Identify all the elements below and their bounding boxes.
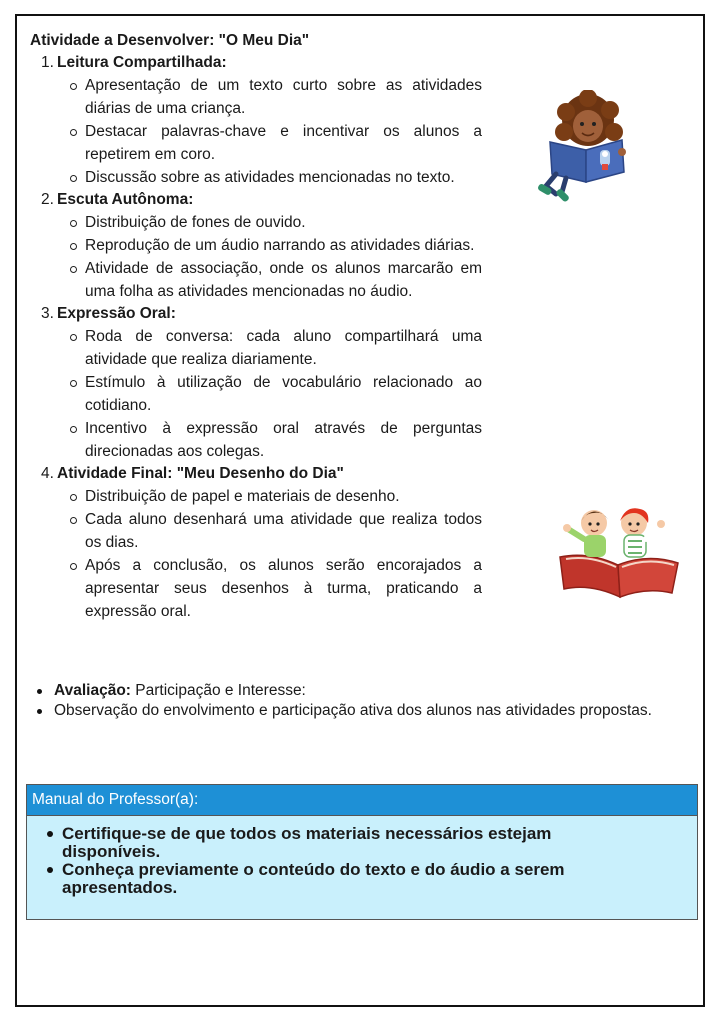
manual-list-item: Conheça previamente o conteúdo do texto e do áudio a serem apresentados. bbox=[27, 861, 622, 897]
teacher-manual-list bbox=[27, 816, 697, 897]
list-item: Cada aluno desenhará uma atividade que realiza todos os dias. bbox=[30, 508, 482, 554]
section-leitura bbox=[30, 52, 482, 189]
list-item: Apresentação de um texto curto sobre as atividades diárias de uma criança. bbox=[30, 74, 482, 120]
list-item: Roda de conversa: cada aluno compartilhará uma atividade que realiza diariamente. bbox=[30, 325, 482, 371]
teacher-manual-header: Manual do Professor(a): bbox=[27, 785, 697, 816]
section-escuta bbox=[30, 189, 482, 303]
girl-reading-icon bbox=[536, 90, 632, 205]
section-label: Escuta Autônoma: bbox=[57, 191, 194, 208]
teacher-manual-box bbox=[26, 784, 698, 920]
section-label: Expressão Oral: bbox=[57, 305, 176, 322]
section-number: 3. bbox=[41, 305, 54, 322]
section-label: Leitura Compartilhada: bbox=[57, 54, 227, 71]
list-item: Distribuição de papel e materiais de desenho. bbox=[30, 485, 482, 508]
kids-on-book-icon bbox=[556, 505, 682, 600]
section-heading bbox=[30, 189, 482, 211]
list-item: Destacar palavras-chave e incentivar os alunos a repetirem em coro. bbox=[30, 120, 482, 166]
evaluation-observation: Observação do envolvimento e participação ativa dos alunos nas atividades propostas. bbox=[28, 701, 688, 721]
evaluation-label: Avaliação: bbox=[54, 682, 131, 699]
manual-list-item: Certifique-se de que todos os materiais necessários estejam disponíveis. bbox=[27, 825, 622, 861]
activity-title: Atividade a Desenvolver: "O Meu Dia" bbox=[30, 32, 310, 49]
list-item: Discussão sobre as atividades mencionadas no texto. bbox=[30, 166, 482, 189]
list-item: Reprodução de um áudio narrando as atividades diárias. bbox=[30, 234, 482, 257]
section-number: 1. bbox=[41, 54, 54, 71]
section-label: Atividade Final: "Meu Desenho do Dia" bbox=[57, 465, 344, 482]
list-item: Após a conclusão, os alunos serão encorajados a apresentar seus desenhos à turma, praticando a expressão oral. bbox=[30, 554, 482, 623]
evaluation-text: Participação e Interesse: bbox=[130, 682, 306, 699]
list-item: Distribuição de fones de ouvido. bbox=[30, 211, 482, 234]
section-number: 2. bbox=[41, 191, 54, 208]
list-item: Estímulo à utilização de vocabulário relacionado ao cotidiano. bbox=[30, 371, 482, 417]
list-item: Atividade de associação, onde os alunos marcarão em uma folha as atividades mencionadas no áudio. bbox=[30, 257, 482, 303]
section-expressao bbox=[30, 303, 482, 463]
evaluation-item bbox=[28, 681, 688, 701]
section-number: 4. bbox=[41, 465, 54, 482]
section-atividade-final bbox=[30, 463, 482, 623]
section-heading bbox=[30, 463, 482, 485]
section-heading bbox=[30, 303, 482, 325]
section-heading bbox=[30, 52, 482, 74]
evaluation-block bbox=[28, 681, 688, 721]
activity-content bbox=[30, 30, 482, 623]
list-item: Incentivo à expressão oral através de perguntas direcionadas aos colegas. bbox=[30, 417, 482, 463]
